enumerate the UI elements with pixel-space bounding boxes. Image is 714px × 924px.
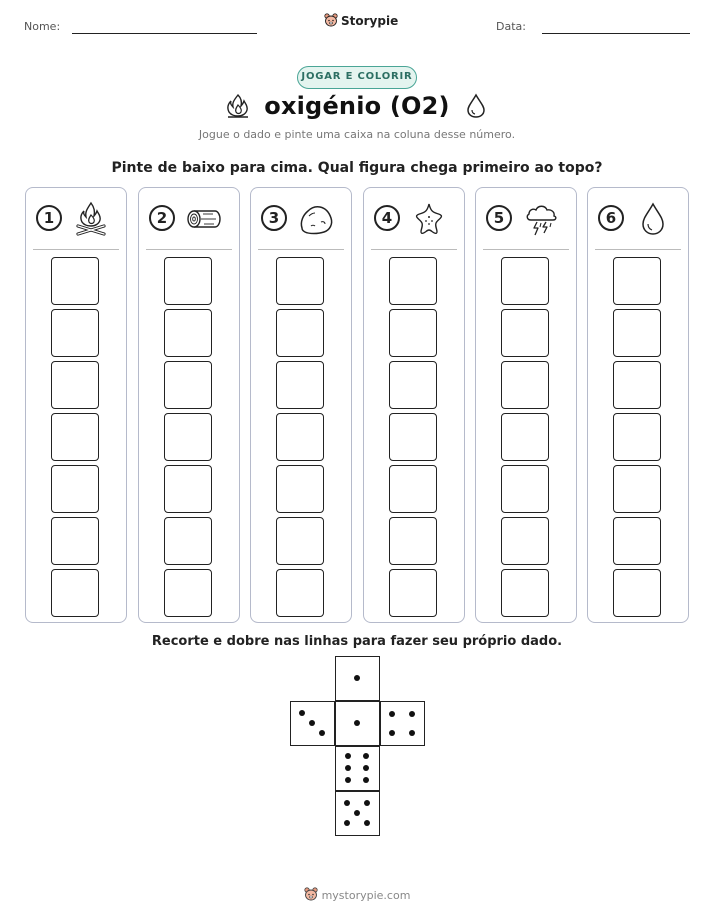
- name-label: Nome:: [24, 20, 61, 33]
- date-line: [542, 33, 690, 34]
- color-box[interactable]: [276, 465, 324, 513]
- column-number: 6: [598, 205, 624, 231]
- pip: [409, 711, 415, 717]
- pip: [345, 777, 351, 783]
- campfire-icon: [72, 200, 110, 238]
- brand-name: Storypie: [341, 14, 399, 28]
- color-box[interactable]: [389, 361, 437, 409]
- name-line: [72, 33, 257, 34]
- column-header: [364, 200, 464, 240]
- color-box[interactable]: [276, 413, 324, 461]
- color-box[interactable]: [51, 257, 99, 305]
- column-4: [363, 187, 465, 623]
- color-box[interactable]: [613, 257, 661, 305]
- color-box[interactable]: [501, 257, 549, 305]
- pip: [363, 753, 369, 759]
- color-box[interactable]: [389, 413, 437, 461]
- color-box[interactable]: [501, 569, 549, 617]
- color-box[interactable]: [501, 517, 549, 565]
- column-3: [250, 187, 352, 623]
- fire-icon: [224, 92, 252, 120]
- storm-cloud-icon: [522, 200, 560, 238]
- color-box[interactable]: [501, 465, 549, 513]
- color-box[interactable]: [164, 257, 212, 305]
- pip: [345, 753, 351, 759]
- color-box[interactable]: [276, 309, 324, 357]
- color-box[interactable]: [389, 517, 437, 565]
- color-box[interactable]: [389, 569, 437, 617]
- pip: [363, 777, 369, 783]
- column-number: 3: [261, 205, 287, 231]
- subtitle: Jogue o dado e pinte uma caixa na coluna desse número.: [198, 128, 516, 141]
- column-header: [139, 200, 239, 240]
- color-box[interactable]: [389, 465, 437, 513]
- pip: [389, 730, 395, 736]
- instruction: Pinte de baixo para cima. Qual figura chega primeiro ao topo?: [111, 160, 603, 176]
- color-box[interactable]: [501, 413, 549, 461]
- footer: [0, 887, 714, 903]
- pip: [319, 730, 325, 736]
- rock-icon: [297, 200, 335, 238]
- pip: [309, 720, 315, 726]
- color-box[interactable]: [613, 361, 661, 409]
- pip: [409, 730, 415, 736]
- pip: [354, 720, 360, 726]
- color-box[interactable]: [51, 465, 99, 513]
- color-box[interactable]: [164, 465, 212, 513]
- storypie-mascot-icon: [304, 887, 318, 903]
- color-box[interactable]: [501, 309, 549, 357]
- pip: [364, 820, 370, 826]
- color-box[interactable]: [51, 361, 99, 409]
- column-divider: [371, 249, 457, 250]
- color-box[interactable]: [51, 517, 99, 565]
- color-box[interactable]: [164, 361, 212, 409]
- color-box[interactable]: [51, 569, 99, 617]
- column-divider: [258, 249, 344, 250]
- brand-logo: [324, 13, 398, 29]
- column-number: 5: [486, 205, 512, 231]
- pip: [354, 675, 360, 681]
- die-face-four: [380, 701, 425, 746]
- die-face-three: [290, 701, 335, 746]
- column-divider: [33, 249, 119, 250]
- color-box[interactable]: [164, 413, 212, 461]
- color-box[interactable]: [613, 309, 661, 357]
- color-box[interactable]: [389, 257, 437, 305]
- column-header: [26, 200, 126, 240]
- color-box[interactable]: [613, 569, 661, 617]
- color-box[interactable]: [613, 465, 661, 513]
- pip: [344, 820, 350, 826]
- page-title: oxigénio (O2): [264, 92, 450, 120]
- footer-url: mystorypie.com: [321, 888, 411, 902]
- color-box[interactable]: [389, 309, 437, 357]
- column-number: 1: [36, 205, 62, 231]
- color-box[interactable]: [276, 569, 324, 617]
- column-header: [476, 200, 576, 240]
- water-drop-icon: [634, 200, 672, 238]
- cut-instruction: Recorte e dobre nas linhas para fazer seu próprio dado.: [151, 634, 563, 649]
- pip: [389, 711, 395, 717]
- column-6: [587, 187, 689, 623]
- color-box[interactable]: [501, 361, 549, 409]
- column-number: 4: [374, 205, 400, 231]
- die-face-six: [335, 746, 380, 791]
- color-box[interactable]: [613, 413, 661, 461]
- color-box[interactable]: [51, 309, 99, 357]
- color-box[interactable]: [613, 517, 661, 565]
- color-box[interactable]: [164, 569, 212, 617]
- pip: [363, 765, 369, 771]
- pip: [344, 800, 350, 806]
- die-face-five: [335, 791, 380, 836]
- column-2: [138, 187, 240, 623]
- storypie-mascot-icon: [324, 13, 338, 29]
- color-box[interactable]: [51, 413, 99, 461]
- column-divider: [146, 249, 232, 250]
- column-divider: [483, 249, 569, 250]
- column-5: [475, 187, 577, 623]
- column-divider: [595, 249, 681, 250]
- color-box[interactable]: [276, 361, 324, 409]
- column-header: [588, 200, 688, 240]
- column-number: 2: [149, 205, 175, 231]
- pip: [299, 710, 305, 716]
- color-box[interactable]: [164, 309, 212, 357]
- pip: [364, 800, 370, 806]
- column-header: [251, 200, 351, 240]
- column-1: [25, 187, 127, 623]
- color-box[interactable]: [276, 517, 324, 565]
- pip: [354, 810, 360, 816]
- water-drop-icon: [462, 92, 490, 120]
- die-face-one: [335, 656, 380, 701]
- color-box[interactable]: [276, 257, 324, 305]
- pip: [345, 765, 351, 771]
- title-row: [0, 92, 714, 120]
- star-icon: [410, 200, 448, 238]
- die-face-one: [335, 701, 380, 746]
- log-icon: [185, 200, 223, 238]
- category-badge: JOGAR E COLORIR: [297, 66, 417, 89]
- date-label: Data:: [496, 20, 526, 33]
- color-box[interactable]: [164, 517, 212, 565]
